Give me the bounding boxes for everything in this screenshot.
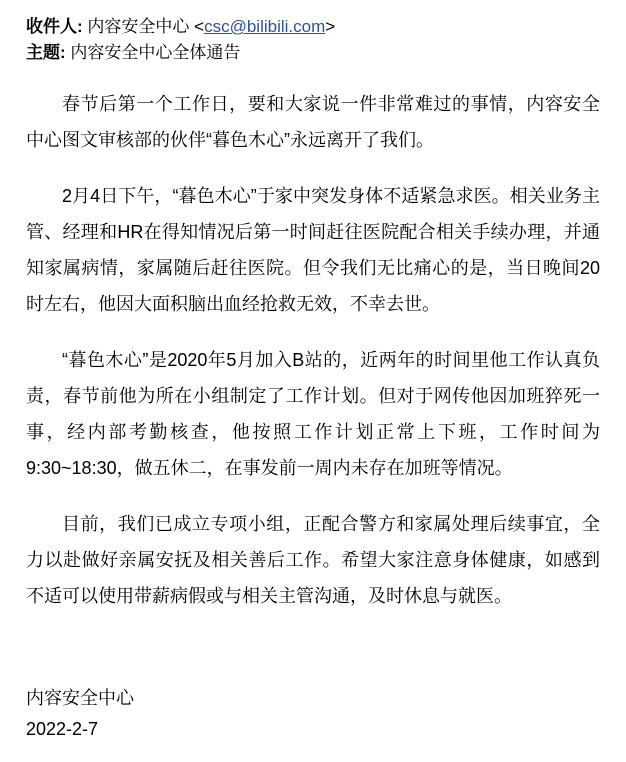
email-header [26,14,600,66]
body-paragraph: “暮色木心”是2020年5月加入B站的，近两年的时间里他工作认真负责，春节前他为所在小组制定了工作计划。但对于网传他因加班猝死一事，经内部考勤核查，他按照工作计划正常上下班，工作时间为9:30~18:30，做五休二，在事发前一周内未存在加班等情况。 [26,350,600,478]
signature-department: 内容安全中心 [26,688,134,708]
signature-block [26,682,134,744]
email-body [26,86,600,614]
body-paragraph: 目前，我们已成立专项小组，正配合警方和家属处理后续事宜，全力以赴做好亲属安抚及相关善后工作。希望大家注意身体健康，如感到不适可以使用带薪病假或与相关主管沟通，及时休息与就医。 [26,514,600,606]
recipient-email-link[interactable]: csc@bilibili.com [204,17,326,36]
recipient-label: 收件人: [26,17,83,36]
subject-value: 内容安全中心全体通告 [70,43,241,62]
email-close-bracket: > [325,17,336,36]
email-open-bracket: < [194,17,205,36]
body-paragraph: 2月4日下午，“暮色木心”于家中突发身体不适紧急求医。相关业务主管、经理和HR在得知情况后第一时间赶往医院配合相关手续办理，并通知家属病情，家属随后赶往医院。但令我们无比痛心的是，当日晚间20时左右，他因大面积脑出血经抢救无效，不幸去世。 [26,186,600,314]
recipient-value: 内容安全中心 [87,17,190,36]
subject-label: 主题: [26,43,66,62]
recipient-line [26,14,600,40]
body-paragraph: 春节后第一个工作日，要和大家说一件非常难过的事情，内容安全中心图文审核部的伙伴“暮色木心”永远离开了我们。 [26,94,600,150]
recipient-email-group [194,17,335,36]
signature-date: 2022-2-7 [26,719,99,739]
subject-line [26,40,600,66]
